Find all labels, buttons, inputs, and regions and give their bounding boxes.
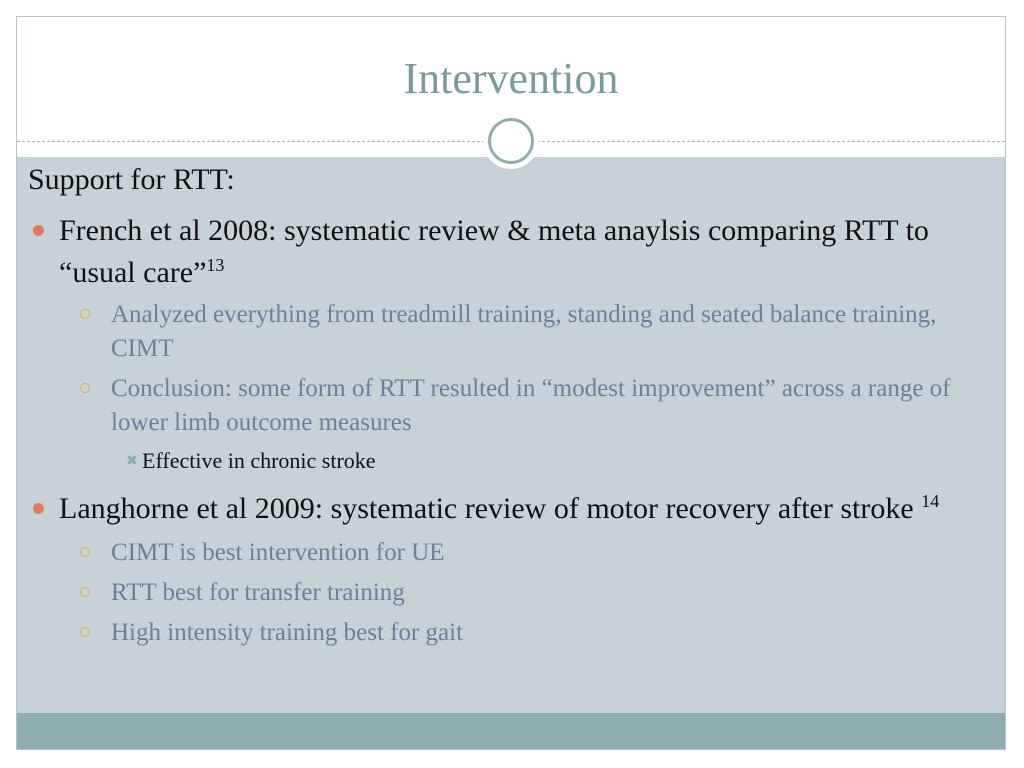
bullet-point-french	[28, 210, 968, 294]
citation-superscript: 13	[206, 255, 225, 275]
ring-icon	[488, 118, 534, 164]
sub-point	[28, 298, 968, 366]
sub-point	[28, 536, 968, 570]
sub-point-text: RTT best for transfer training	[111, 579, 405, 606]
hollow-circle-bullet-icon	[80, 587, 90, 597]
cross-star-bullet-icon: ✖	[126, 454, 138, 469]
sub-sub-point-text: Effective in chronic stroke	[142, 448, 376, 473]
hollow-circle-bullet-icon	[80, 383, 90, 393]
sub-point-text: Analyzed everything from treadmill training, standing and seated balance training, CIMT	[111, 301, 937, 362]
bullet-text: French et al 2008: systematic review & meta anaylsis comparing RTT to “usual care”	[59, 214, 929, 289]
bullet-text: Langhorne et al 2009: systematic review of motor recovery after stroke	[59, 492, 922, 525]
citation-superscript: 14	[921, 491, 940, 511]
filled-circle-bullet-icon	[33, 503, 44, 514]
hollow-circle-bullet-icon	[80, 547, 90, 557]
slide-title: Intervention	[403, 54, 619, 103]
sub-point	[28, 616, 968, 650]
hollow-circle-bullet-icon	[80, 627, 90, 637]
hollow-circle-bullet-icon	[80, 309, 90, 319]
sub-point	[28, 372, 968, 440]
sub-point	[28, 576, 968, 610]
slide-body	[28, 162, 968, 656]
bottom-bar	[17, 713, 1005, 749]
sub-point-text: Conclusion: some form of RTT resulted in “modest improvement” across a range of lower limb outcome measures	[111, 375, 951, 436]
intro-line: Support for RTT:	[28, 163, 235, 196]
sub-point-text: CIMT is best intervention for UE	[111, 539, 445, 566]
filled-circle-bullet-icon	[33, 225, 44, 236]
bullet-point-langhorne	[28, 486, 968, 532]
sub-sub-point	[28, 446, 968, 476]
sub-point-text: High intensity training best for gait	[111, 619, 464, 646]
circle-ornament-icon	[483, 113, 539, 169]
